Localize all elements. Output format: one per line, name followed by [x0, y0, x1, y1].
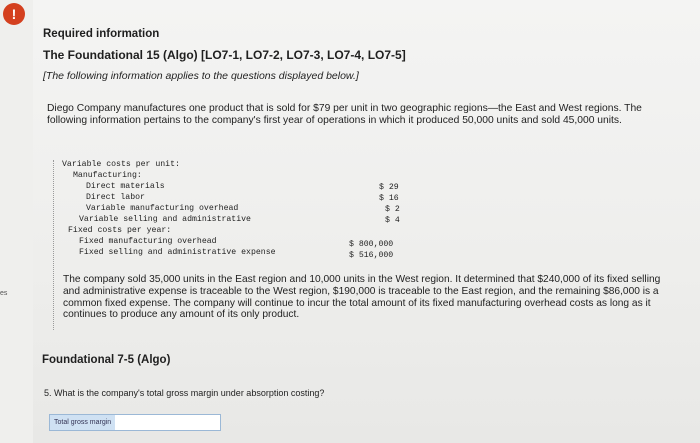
- manufacturing-heading: Manufacturing:: [73, 171, 142, 180]
- direct-materials-value: $ 29: [379, 183, 399, 192]
- problem-title: The Foundational 15 (Algo) [LO7-1, LO7-2, LO7-3, LO7-4, LO7-5]: [43, 48, 406, 62]
- total-gross-margin-input[interactable]: [127, 414, 223, 431]
- question-text: 5. What is the company's total gross margin under absorption costing?: [44, 388, 325, 398]
- fixed-overhead-label: Fixed manufacturing overhead: [79, 237, 217, 246]
- side-tab-text: es: [0, 290, 8, 297]
- direct-labor-value: $ 16: [379, 194, 399, 203]
- dotted-divider: [53, 160, 54, 330]
- variable-selling-label: Variable selling and administrative: [79, 215, 251, 224]
- variable-overhead-label: Variable manufacturing overhead: [86, 204, 239, 213]
- section-title: Foundational 7-5 (Algo): [42, 354, 171, 366]
- left-strip: [0, 0, 33, 443]
- fixed-costs-heading: Fixed costs per year:: [68, 226, 172, 235]
- answer-label: Total gross margin: [50, 415, 115, 430]
- variable-selling-value: $ 4: [385, 216, 400, 225]
- variable-overhead-value: $ 2: [385, 205, 400, 214]
- direct-materials-label: Direct materials: [86, 182, 165, 191]
- region-paragraph: The company sold 35,000 units in the East region and 10,000 units in the West region. It determined that $240,000 of its fixed selling and administrative expense is traceable to the West region, $190,000 is traceable to the East region, and the remaining $86,000 is a common fixed expense. The company will continue to incur the total amount of its fixed manufacturing overhead costs as long as it continues to produce any amount of its only product.: [63, 274, 661, 321]
- problem-note: [The following information applies to the questions displayed below.]: [43, 70, 359, 82]
- fixed-selling-label: Fixed selling and administrative expense: [79, 248, 276, 257]
- intro-paragraph: Diego Company manufactures one product that is sold for $79 per unit in two geographic regions—the East and West regions. The following information pertains to the company's first year of operations in which it produced 50,000 units and sold 45,000 units.: [47, 103, 642, 127]
- variable-costs-heading: Variable costs per unit:: [62, 160, 180, 169]
- direct-labor-label: Direct labor: [86, 193, 145, 202]
- fixed-selling-value: $ 516,000: [349, 251, 394, 260]
- question-card: [33, 0, 700, 443]
- alert-icon: !: [3, 3, 25, 25]
- required-info-heading: Required information: [43, 28, 160, 40]
- fixed-overhead-value: $ 800,000: [349, 240, 394, 249]
